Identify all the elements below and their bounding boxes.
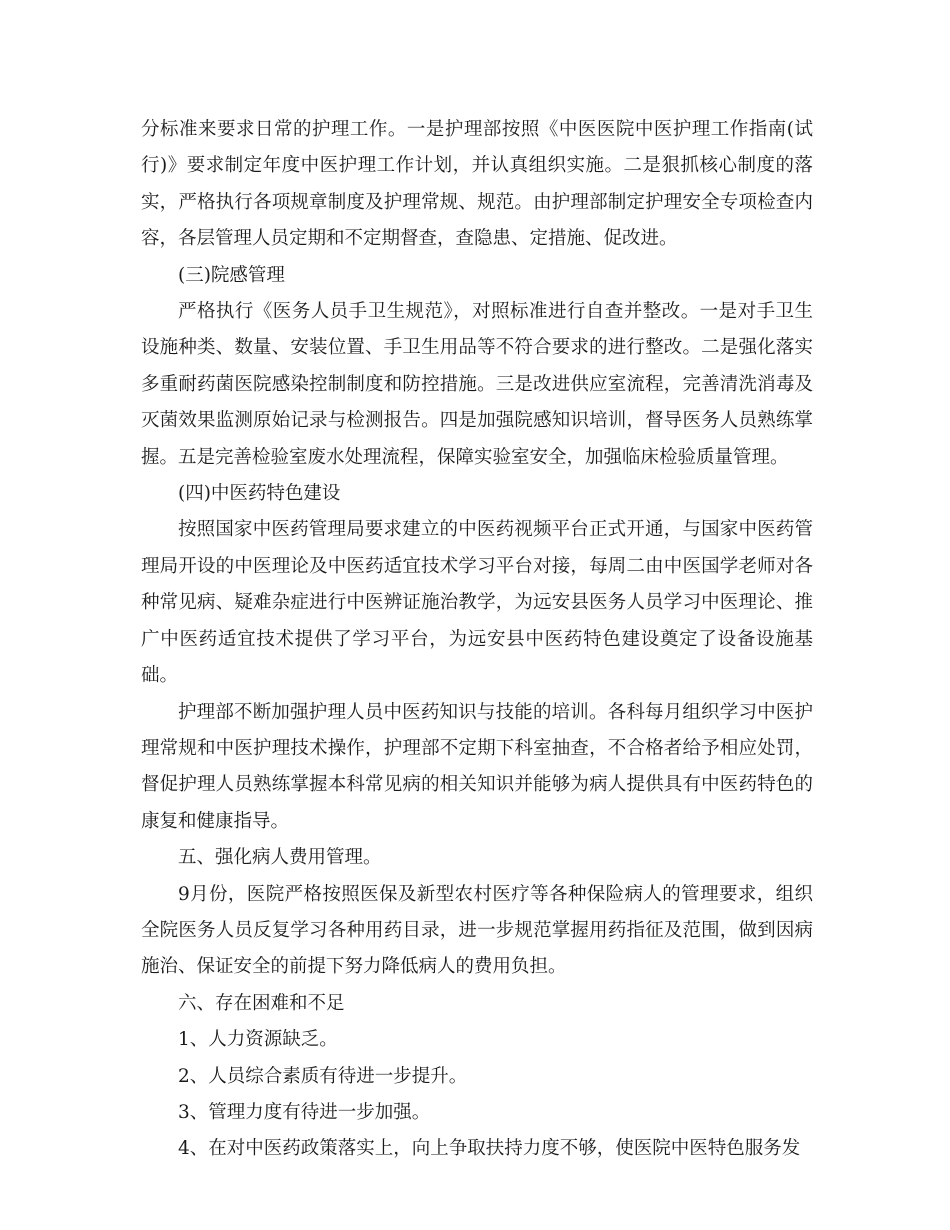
list-item-4: 4、在对中医药政策落实上，向上争取扶持力度不够，使医院中医特色服务发 xyxy=(178,1138,801,1160)
heading-patient-cost-management: 五、强化病人费用管理。 xyxy=(178,847,382,869)
list-item-1: 1、人力资源缺乏。 xyxy=(178,1029,338,1051)
heading-difficulties: 六、存在困难和不足 xyxy=(178,992,345,1014)
heading-infection-control: (三)院感管理 xyxy=(178,264,285,286)
paragraph-nursing-tcm-training: 护理部不断加强护理人员中医药知识与技能的培训。各科每月组织学习中医护理常规和中医护理技术操作，护理部不定期下科室抽查，不合格者给予相应处罚，督促护理人员熟练掌握本科常见病的相关知识并能够为病人提供具有中医药特色的康复和健康指导。 xyxy=(141,701,813,832)
heading-tcm-features: (四)中医药特色建设 xyxy=(178,483,341,505)
list-item-2: 2、人员综合素质有待进一步提升。 xyxy=(178,1065,468,1087)
paragraph-hand-hygiene: 严格执行《医务人员手卫生规范》，对照标准进行自查并整改。一是对手卫生设施种类、数量、安装位置、手卫生用品等不符合要求的进行整改。二是强化落实多重耐药菌医院感染控制制度和防控措施。三是改进供应室流程，完善清洗消毒及灭菌效果监测原始记录与检测报告。四是加强院感知识培训，督导医务人员熟练掌握。五是完善检验室废水处理流程，保障实验室安全，加强临床检验质量管理。 xyxy=(141,301,813,468)
document-body xyxy=(141,112,813,1168)
list-item-3: 3、管理力度有待进一步加强。 xyxy=(178,1101,431,1123)
paragraph-nursing-standards: 分标准来要求日常的护理工作。一是护理部按照《中医医院中医护理工作指南(试行)》要求制定年度中医护理工作计划，并认真组织实施。二是狠抓核心制度的落实，严格执行各项规章制度及护理常规、规范。由护理部制定护理安全专项检查内容，各层管理人员定期和不定期督查，查隐患、定措施、促改进。 xyxy=(141,119,813,250)
paragraph-tcm-video-platform: 按照国家中医药管理局要求建立的中医药视频平台正式开通，与国家中医药管理局开设的中医理论及中医药适宜技术学习平台对接，每周二由中医国学老师对各种常见病、疑难杂症进行中医辨证施治教学，为远安县医务人员学习中医理论、推广中医药适宜技术提供了学习平台，为远安县中医药特色建设奠定了设备设施基础。 xyxy=(141,519,813,687)
paragraph-insurance-management: 9月份，医院严格按照医保及新型农村医疗等各种保险病人的管理要求，组织全院医务人员反复学习各种用药目录，进一步规范掌握用药指征及范围，做到因病施治、保证安全的前提下努力降低病人的费用负担。 xyxy=(141,883,813,978)
